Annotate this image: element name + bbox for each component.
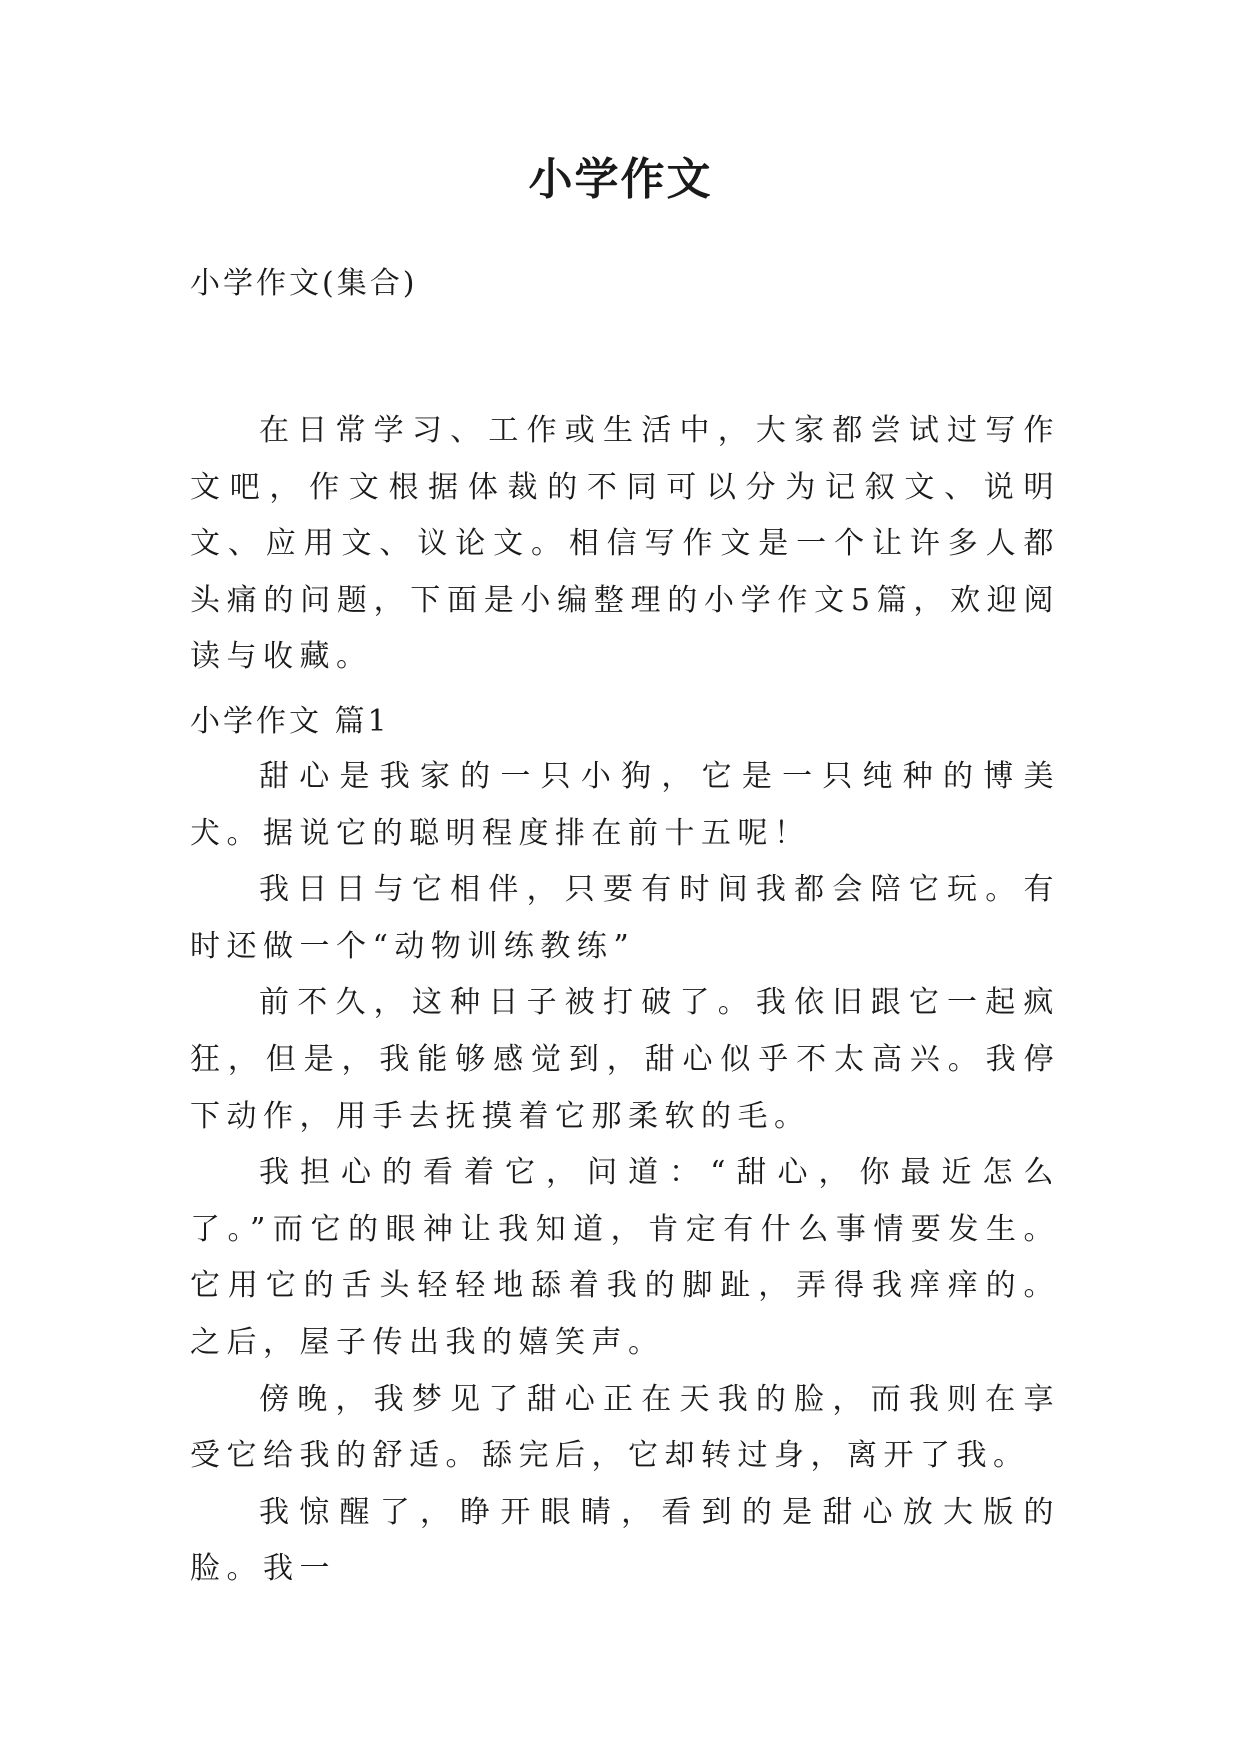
document-title: 小学作文	[528, 154, 713, 205]
story-paragraph: 前不久，这种日子被打破了。我依旧跟它一起疯狂，但是，我能够感觉到，甜心似乎不太高兴。我停下动作，用手去抚摸着它那柔软的毛。	[190, 985, 1060, 1134]
story-body	[190, 749, 1060, 1598]
intro-paragraph: 在日常学习、工作或生活中，大家都尝试过写作文吧，作文根据体裁的不同可以分为记叙文、说明文、应用文、议论文。相信写作文是一个让许多人都头痛的问题，下面是小编整理的小学作文5篇，欢迎阅读与收藏。	[190, 413, 1060, 675]
story-paragraph: 我担心的看着它，问道：“甜心，你最近怎么了。”而它的眼神让我知道，肯定有什么事情要发生。它用它的舌头轻轻地舔着我的脚趾，弄得我痒痒的。之后，屋子传出我的嬉笑声。	[190, 1155, 1060, 1360]
story-paragraph: 我惊醒了，睁开眼睛，看到的是甜心放大版的脸。我一	[190, 1494, 1060, 1587]
story-paragraph: 傍晚，我梦见了甜心正在天我的脸，而我则在享受它给我的舒适。舔完后，它却转过身，离开了我。	[190, 1381, 1060, 1474]
story-paragraph: 甜心是我家的一只小狗，它是一只纯种的博美犬。据说它的聪明程度排在前十五呢！	[190, 759, 1060, 851]
document-subtitle: 小学作文(集合)	[190, 266, 418, 301]
story-paragraph: 我日日与它相伴，只要有时间我都会陪它玩。有时还做一个“动物训练教练”	[190, 872, 1060, 964]
section-heading: 小学作文 篇1	[190, 704, 390, 739]
